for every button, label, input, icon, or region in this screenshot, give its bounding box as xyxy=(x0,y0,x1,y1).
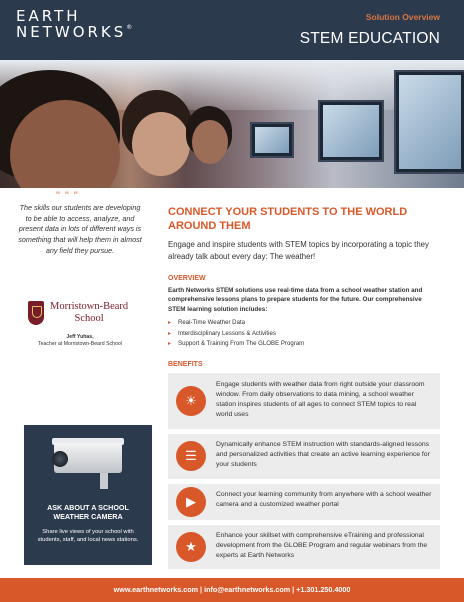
quote-marks-icon: " " " xyxy=(56,190,79,202)
hero-photo-students xyxy=(0,60,464,188)
document-kicker: Solution Overview xyxy=(365,12,440,22)
benefit-card-1 xyxy=(168,373,440,429)
school-name-line-1: Morristown-Beard xyxy=(50,301,129,312)
logo-line-1: EARTH xyxy=(16,7,81,25)
school-crest-icon xyxy=(28,301,44,325)
benefit-text: Dynamically enhance STEM instruction with standards-aligned lessons and personalized activities that create an active learning experience for your students xyxy=(216,441,430,468)
weather-station-icon: ☀ xyxy=(176,386,206,416)
lesson-plan-icon: ☰ xyxy=(176,441,206,471)
quote-attribution xyxy=(16,334,144,349)
benefit-card-2 xyxy=(168,434,440,479)
contact-info: www.earthnetworks.com | info@earthnetworks.com | +1.301.250.4000 xyxy=(113,585,351,594)
list-item: ▸ Interdisciplinary Lessons & Activities xyxy=(168,329,428,340)
benefit-text: Connect your learning community from anywhere with a school weather camera and a customized weather portal xyxy=(216,491,432,508)
logo-trademark: ® xyxy=(126,23,133,31)
benefits-heading: BENEFITS xyxy=(168,361,203,368)
attribution-name: Jeff Yuhas, xyxy=(66,334,94,340)
benefit-card-4 xyxy=(168,525,440,569)
product-title: STEM EDUCATION xyxy=(299,30,440,47)
overview-heading: OVERVIEW xyxy=(168,275,206,282)
features-list xyxy=(168,318,428,350)
camera-lens-icon xyxy=(52,451,68,467)
hero-child-face-3 xyxy=(192,120,228,164)
header-bar xyxy=(0,0,464,60)
testimonial-quote: The skills our students are developing to be able to access, analyze, and present data in lots of different ways is something that will help them in almost any field they pursue. xyxy=(18,203,142,255)
hero-child-face-2 xyxy=(132,112,190,176)
earth-networks-logo xyxy=(16,9,132,41)
main-heading: CONNECT YOUR STUDENTS TO THE WORLD AROUND THEM xyxy=(168,206,408,233)
attribution-title: Teacher at Morristown-Beard School xyxy=(38,341,122,348)
list-item: ▸ Real-Time Weather Data xyxy=(168,318,428,329)
footer-bar xyxy=(0,578,464,602)
benefit-text: Engage students with weather data from right outside your classroom window. From daily observations to data mining, a school weather station inspires students of all ages to connect STEM topics to real world uses xyxy=(216,381,425,418)
school-name-line-2: School xyxy=(74,313,104,325)
training-icon: ★ xyxy=(176,532,206,562)
benefit-text: Enhance your skillset with comprehensive eTraining and professional development from the GLOBE Program and regular webinars from the experts at Earth Networks xyxy=(216,532,428,559)
hero-monitor-3 xyxy=(394,70,464,174)
school-logo xyxy=(28,301,148,327)
logo-line-2: NETWORKS xyxy=(16,22,127,41)
intro-paragraph: Engage and inspire students with STEM topics by incorporating a topic they already talk about every day: The weather! xyxy=(168,240,429,261)
weather-camera-callout xyxy=(24,425,152,565)
school-name xyxy=(50,301,128,325)
hero-monitor-2 xyxy=(318,100,384,162)
video-camera-icon: ▶ xyxy=(176,487,206,517)
callout-title xyxy=(24,503,152,522)
callout-title-line-1: ASK ABOUT A SCHOOL xyxy=(47,503,129,512)
benefit-card-3 xyxy=(168,484,440,520)
list-item: ▸ Support & Training From The GLOBE Program xyxy=(168,339,428,350)
callout-title-line-2: WEATHER CAMERA xyxy=(53,512,123,522)
camera-mount xyxy=(100,473,108,489)
overview-paragraph: Earth Networks STEM solutions use real-time data from a school weather station and comprehensive lessons plans to prepare students for the future. Our comprehensive STEM learning solution includes: xyxy=(168,287,423,313)
hero-monitor-1 xyxy=(250,122,294,158)
callout-body: Share live views of your school with students, staff, and local news stations. xyxy=(37,529,139,544)
